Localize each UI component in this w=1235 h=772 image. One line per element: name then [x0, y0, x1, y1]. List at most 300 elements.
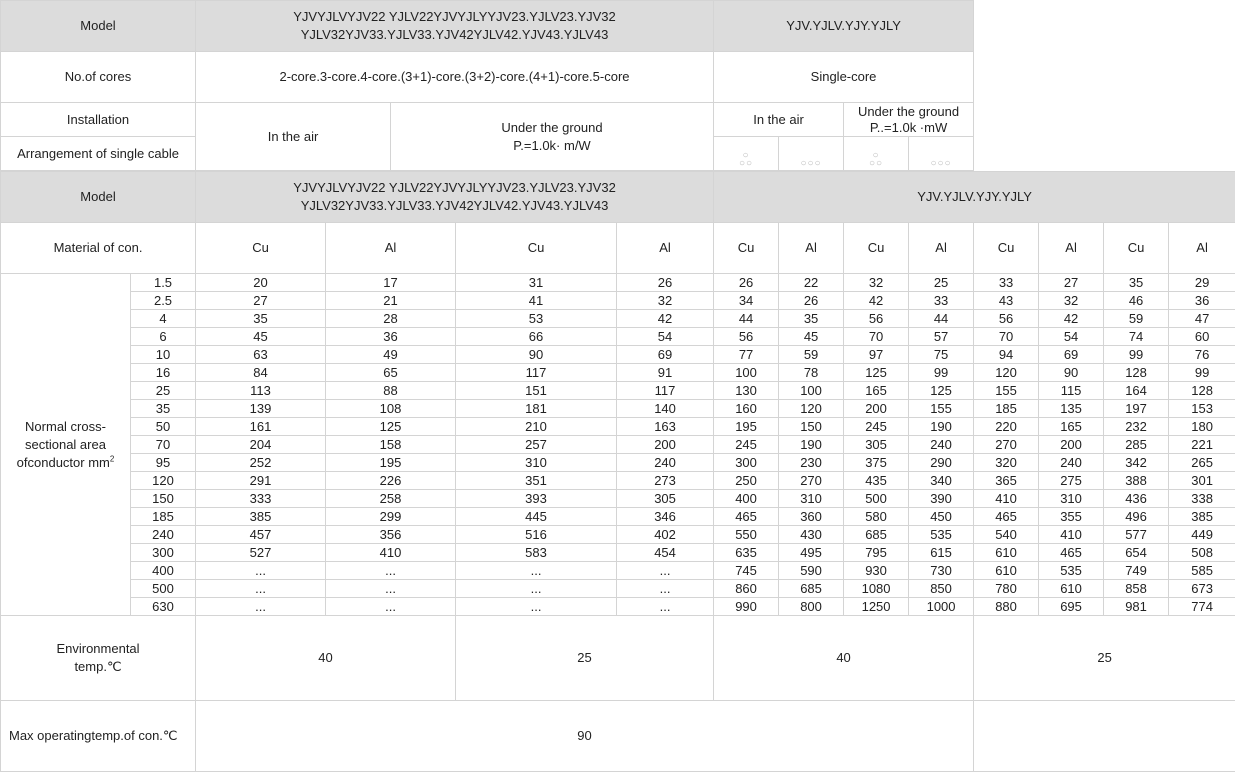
model-multi-line-2: YJLV32YJV33.YJLV33.YJV42YJLV42.YJV43.YJLV43 [196, 26, 713, 44]
current-value-cell: 310 [1039, 490, 1104, 508]
current-value-cell: 128 [1104, 364, 1169, 382]
current-value-cell: 99 [909, 364, 974, 382]
current-value-cell: 99 [1104, 346, 1169, 364]
cross-section-label-line-1: Normal cross- [1, 418, 130, 436]
current-value-cell: 527 [196, 544, 326, 562]
current-value-cell: 33 [974, 274, 1039, 292]
current-value-cell: 28 [326, 310, 456, 328]
max-temp-empty [974, 701, 1235, 772]
current-value-cell: 550 [714, 526, 779, 544]
current-value-cell: 70 [974, 328, 1039, 346]
cross-section-size: 240 [131, 526, 196, 544]
table-row [1, 490, 1235, 508]
current-value-cell: 454 [617, 544, 714, 562]
current-value-cell: 128 [1169, 382, 1235, 400]
current-value-cell: ... [456, 562, 617, 580]
table-row [1, 454, 1235, 472]
env-temp-value: 25 [974, 616, 1235, 701]
current-value-cell: 120 [974, 364, 1039, 382]
current-value-cell: 275 [1039, 472, 1104, 490]
current-value-cell: 163 [617, 418, 714, 436]
current-value-cell: ... [326, 562, 456, 580]
current-value-cell: 1080 [844, 580, 909, 598]
current-value-cell: 35 [196, 310, 326, 328]
current-value-cell: 245 [844, 418, 909, 436]
current-value-cell: 333 [196, 490, 326, 508]
current-value-cell: 850 [909, 580, 974, 598]
cross-section-size: 70 [131, 436, 196, 454]
current-value-cell: 195 [714, 418, 779, 436]
current-value-cell: 32 [1039, 292, 1104, 310]
current-value-cell: 496 [1104, 508, 1169, 526]
unit-superscript: 2 [110, 454, 114, 463]
current-value-cell: 42 [617, 310, 714, 328]
current-value-cell: 730 [909, 562, 974, 580]
current-value-cell: 465 [974, 508, 1039, 526]
current-value-cell: 749 [1104, 562, 1169, 580]
current-value-cell: 117 [617, 382, 714, 400]
current-value-cell: 252 [196, 454, 326, 472]
current-value-cell: 577 [1104, 526, 1169, 544]
current-value-cell: ... [196, 580, 326, 598]
cross-section-size: 4 [131, 310, 196, 328]
current-value-cell: 250 [714, 472, 779, 490]
current-value-cell: 221 [1169, 436, 1235, 454]
current-value-cell: 76 [1169, 346, 1235, 364]
model-label: Model [1, 1, 196, 52]
table-row [1, 382, 1235, 400]
current-value-cell: 35 [1104, 274, 1169, 292]
current-value-cell: 185 [974, 400, 1039, 418]
model-multi-line-1: YJVYJLVYJV22 YJLV22YJVYJLYYJV23.YJLV23.YJV32 [196, 179, 713, 197]
current-value-cell: 75 [909, 346, 974, 364]
current-value-cell: 590 [779, 562, 844, 580]
current-value-cell: 342 [1104, 454, 1169, 472]
current-value-cell: 340 [909, 472, 974, 490]
current-value-cell: 125 [844, 364, 909, 382]
cross-section-label-line-3 [1, 454, 130, 472]
current-value-cell: 26 [779, 292, 844, 310]
current-value-cell: 42 [844, 292, 909, 310]
cross-section-size: 1.5 [131, 274, 196, 292]
current-value-cell: 31 [456, 274, 617, 292]
current-value-cell: 610 [974, 562, 1039, 580]
table-row [1, 526, 1235, 544]
current-value-cell: 351 [456, 472, 617, 490]
current-value-cell: 355 [1039, 508, 1104, 526]
current-value-cell: 70 [844, 328, 909, 346]
table-row [1, 328, 1235, 346]
material-cell: Al [779, 223, 844, 274]
material-cell: Cu [974, 223, 1039, 274]
current-value-cell: 393 [456, 490, 617, 508]
current-value-cell: 580 [844, 508, 909, 526]
cross-section-size: 95 [131, 454, 196, 472]
current-value-cell: 153 [1169, 400, 1235, 418]
current-value-cell: ... [326, 580, 456, 598]
current-value-cell: 90 [456, 346, 617, 364]
current-value-cell: 44 [909, 310, 974, 328]
current-value-cell: 500 [844, 490, 909, 508]
current-value-cell: 27 [1039, 274, 1104, 292]
current-value-cell: 44 [714, 310, 779, 328]
current-value-cell: 388 [1104, 472, 1169, 490]
current-value-cell: 190 [909, 418, 974, 436]
current-value-cell: 495 [779, 544, 844, 562]
current-value-cell: 115 [1039, 382, 1104, 400]
current-value-cell: 155 [909, 400, 974, 418]
current-value-cell: 257 [456, 436, 617, 454]
current-value-cell: 338 [1169, 490, 1235, 508]
current-value-cell: 445 [456, 508, 617, 526]
material-cell: Al [1169, 223, 1235, 274]
current-value-cell: ... [456, 598, 617, 616]
current-value-cell: 130 [714, 382, 779, 400]
current-value-cell: 120 [779, 400, 844, 418]
model-multi-core [196, 1, 714, 52]
arrangement-label: Arrangement of single cable [1, 137, 196, 171]
material-cell: Cu [456, 223, 617, 274]
cross-section-size: 630 [131, 598, 196, 616]
current-value-cell: 774 [1169, 598, 1235, 616]
trefoil-arrangement-icon: ○ ○○ [844, 137, 909, 171]
current-value-cell: 41 [456, 292, 617, 310]
current-value-cell: 29 [1169, 274, 1235, 292]
current-value-cell: 583 [456, 544, 617, 562]
current-value-cell: 43 [974, 292, 1039, 310]
current-value-cell: ... [326, 598, 456, 616]
current-value-cell: 356 [326, 526, 456, 544]
current-value-cell: 1000 [909, 598, 974, 616]
install-under-ground [391, 103, 714, 171]
current-value-cell: 880 [974, 598, 1039, 616]
table-row [1, 436, 1235, 454]
cross-section-size: 50 [131, 418, 196, 436]
current-value-cell: 125 [909, 382, 974, 400]
current-value-cell: 585 [1169, 562, 1235, 580]
current-value-cell: 35 [779, 310, 844, 328]
cross-section-label-text: ofconductor mm [17, 455, 110, 470]
cross-section-size: 300 [131, 544, 196, 562]
cross-section-size: 500 [131, 580, 196, 598]
current-value-cell: 449 [1169, 526, 1235, 544]
under-ground-text: Under the ground [391, 119, 713, 137]
current-value-cell: 69 [1039, 346, 1104, 364]
current-value-cell: 32 [617, 292, 714, 310]
current-value-cell: 270 [779, 472, 844, 490]
current-value-cell: 685 [779, 580, 844, 598]
current-value-cell: 36 [1169, 292, 1235, 310]
current-value-cell: 190 [779, 436, 844, 454]
current-value-cell: 33 [909, 292, 974, 310]
table-row [1, 562, 1235, 580]
current-value-cell: 26 [714, 274, 779, 292]
current-value-cell: 197 [1104, 400, 1169, 418]
current-value-cell: 42 [1039, 310, 1104, 328]
current-value-cell: 300 [714, 454, 779, 472]
current-value-cell: 150 [779, 418, 844, 436]
single-in-air: In the air [714, 103, 844, 137]
current-value-cell: 65 [326, 364, 456, 382]
current-value-cell: 780 [974, 580, 1039, 598]
current-value-cell: 435 [844, 472, 909, 490]
current-value-cell: 53 [456, 310, 617, 328]
current-value-cell: 430 [779, 526, 844, 544]
table-row [1, 598, 1235, 616]
current-value-cell: 535 [1039, 562, 1104, 580]
current-value-cell: 232 [1104, 418, 1169, 436]
cross-section-size: 400 [131, 562, 196, 580]
current-value-cell: 56 [844, 310, 909, 328]
current-value-cell: 860 [714, 580, 779, 598]
current-value-cell: 21 [326, 292, 456, 310]
install-in-air: In the air [196, 103, 391, 171]
current-value-cell: 360 [779, 508, 844, 526]
current-value-cell: 930 [844, 562, 909, 580]
cross-section-size: 150 [131, 490, 196, 508]
current-value-cell: 155 [974, 382, 1039, 400]
current-value-cell: 273 [617, 472, 714, 490]
current-value-cell: 535 [909, 526, 974, 544]
current-value-cell: 240 [909, 436, 974, 454]
table-row [1, 580, 1235, 598]
current-value-cell: 290 [909, 454, 974, 472]
current-value-cell: 858 [1104, 580, 1169, 598]
header-table [0, 0, 974, 171]
current-value-cell: 400 [714, 490, 779, 508]
current-value-cell: 990 [714, 598, 779, 616]
table-row [1, 292, 1235, 310]
current-value-cell: 635 [714, 544, 779, 562]
cross-section-size: 16 [131, 364, 196, 382]
installation-label: Installation [1, 103, 196, 137]
table-row [1, 508, 1235, 526]
material-cell: Al [1039, 223, 1104, 274]
cores-label: No.of cores [1, 52, 196, 103]
current-value-cell: 63 [196, 346, 326, 364]
current-value-cell: 164 [1104, 382, 1169, 400]
current-value-cell: 200 [617, 436, 714, 454]
current-value-cell: ... [196, 598, 326, 616]
current-value-cell: 695 [1039, 598, 1104, 616]
current-value-cell: 258 [326, 490, 456, 508]
current-value-cell: 305 [844, 436, 909, 454]
cross-section-size: 25 [131, 382, 196, 400]
current-value-cell: 22 [779, 274, 844, 292]
model-multi-line-1: YJVYJLVYJV22 YJLV22YJVYJLYYJV23.YJLV23.YJV32 [196, 8, 713, 26]
cores-multi: 2-core.3-core.4-core.(3+1)-core.(3+2)-core.(4+1)-core.5-core [196, 52, 714, 103]
current-value-cell: 25 [909, 274, 974, 292]
current-value-cell: 346 [617, 508, 714, 526]
current-value-cell: 91 [617, 364, 714, 382]
current-value-cell: 465 [1039, 544, 1104, 562]
current-value-cell: ... [617, 562, 714, 580]
current-value-cell: 97 [844, 346, 909, 364]
current-value-cell: 310 [456, 454, 617, 472]
current-value-cell: 1250 [844, 598, 909, 616]
trefoil-arrangement-icon: ○ ○○ [714, 137, 779, 171]
current-value-cell: 402 [617, 526, 714, 544]
table-row [1, 310, 1235, 328]
current-value-cell: 54 [1039, 328, 1104, 346]
table-row [1, 274, 1235, 292]
table-row [1, 364, 1235, 382]
current-value-cell: 981 [1104, 598, 1169, 616]
current-value-cell: 410 [974, 490, 1039, 508]
current-value-cell: 200 [844, 400, 909, 418]
current-value-cell: 180 [1169, 418, 1235, 436]
max-temp-value: 90 [196, 701, 974, 772]
current-value-cell: 390 [909, 490, 974, 508]
current-value-cell: 210 [456, 418, 617, 436]
current-value-cell: 385 [1169, 508, 1235, 526]
current-value-cell: 20 [196, 274, 326, 292]
current-value-cell: 161 [196, 418, 326, 436]
current-value-cell: 59 [1104, 310, 1169, 328]
material-cell: Al [909, 223, 974, 274]
current-value-cell: 465 [714, 508, 779, 526]
current-value-cell: 610 [1039, 580, 1104, 598]
current-value-cell: 45 [196, 328, 326, 346]
current-value-cell: 46 [1104, 292, 1169, 310]
current-value-cell: 100 [779, 382, 844, 400]
current-value-cell: 90 [1039, 364, 1104, 382]
material-cell: Cu [714, 223, 779, 274]
current-value-cell: 94 [974, 346, 1039, 364]
current-value-cell: 457 [196, 526, 326, 544]
current-value-cell: ... [196, 562, 326, 580]
current-value-cell: 181 [456, 400, 617, 418]
current-value-cell: 673 [1169, 580, 1235, 598]
current-value-cell: 88 [326, 382, 456, 400]
current-value-cell: 230 [779, 454, 844, 472]
current-value-cell: 56 [974, 310, 1039, 328]
current-value-cell: 299 [326, 508, 456, 526]
env-temp-label-line-1: Environmental [1, 640, 195, 658]
current-value-cell: 240 [617, 454, 714, 472]
env-temp-value: 25 [456, 616, 714, 701]
current-value-cell: 745 [714, 562, 779, 580]
current-value-cell: 615 [909, 544, 974, 562]
model-label: Model [1, 172, 196, 223]
current-value-cell: 84 [196, 364, 326, 382]
cross-section-label [1, 274, 131, 616]
current-value-cell: 113 [196, 382, 326, 400]
current-value-cell: 685 [844, 526, 909, 544]
env-temp-label [1, 616, 196, 701]
material-cell: Al [326, 223, 456, 274]
current-value-cell: 140 [617, 400, 714, 418]
cross-section-size: 2.5 [131, 292, 196, 310]
max-temp-label: Max operatingtemp.of con.℃ [1, 701, 196, 772]
table-row [1, 400, 1235, 418]
current-value-cell: 47 [1169, 310, 1235, 328]
current-value-cell: ... [456, 580, 617, 598]
current-value-cell: 270 [974, 436, 1039, 454]
current-value-cell: 800 [779, 598, 844, 616]
current-value-cell: 151 [456, 382, 617, 400]
model-multi-line-2: YJLV32YJV33.YJLV33.YJV42YJLV42.YJV43.YJLV43 [196, 197, 713, 215]
current-value-cell: 320 [974, 454, 1039, 472]
table-row [1, 472, 1235, 490]
values-body [1, 274, 1235, 616]
ampacity-table [0, 171, 1235, 772]
current-value-cell: 108 [326, 400, 456, 418]
model-single-core: YJV.YJLV.YJY.YJLY [714, 172, 1235, 223]
table-row [1, 544, 1235, 562]
current-value-cell: 240 [1039, 454, 1104, 472]
current-value-cell: 375 [844, 454, 909, 472]
model-single-core: YJV.YJLV.YJY.YJLY [714, 1, 974, 52]
current-value-cell: 26 [617, 274, 714, 292]
cores-single: Single-core [714, 52, 974, 103]
current-value-cell: 305 [617, 490, 714, 508]
single-under-ground [844, 103, 974, 137]
current-value-cell: 69 [617, 346, 714, 364]
single-resistivity-text: P..=1.0k ·mW [844, 120, 973, 136]
current-value-cell: 165 [1039, 418, 1104, 436]
current-value-cell: 291 [196, 472, 326, 490]
current-value-cell: 301 [1169, 472, 1235, 490]
current-value-cell: 160 [714, 400, 779, 418]
current-value-cell: 165 [844, 382, 909, 400]
table-row [1, 418, 1235, 436]
current-value-cell: 49 [326, 346, 456, 364]
current-value-cell: 285 [1104, 436, 1169, 454]
cross-section-size: 10 [131, 346, 196, 364]
current-value-cell: 27 [196, 292, 326, 310]
cross-section-size: 6 [131, 328, 196, 346]
table-row [1, 346, 1235, 364]
current-value-cell: 795 [844, 544, 909, 562]
current-value-cell: 100 [714, 364, 779, 382]
current-value-cell: 200 [1039, 436, 1104, 454]
current-value-cell: 516 [456, 526, 617, 544]
env-temp-value: 40 [714, 616, 974, 701]
current-value-cell: 226 [326, 472, 456, 490]
cross-section-size: 120 [131, 472, 196, 490]
current-value-cell: ... [617, 598, 714, 616]
material-label: Material of con. [1, 223, 196, 274]
flat-arrangement-icon: ○○○ [779, 137, 844, 171]
current-value-cell: 204 [196, 436, 326, 454]
current-value-cell: 99 [1169, 364, 1235, 382]
cross-section-size: 35 [131, 400, 196, 418]
current-value-cell: 57 [909, 328, 974, 346]
current-value-cell: 125 [326, 418, 456, 436]
current-value-cell: 45 [779, 328, 844, 346]
material-cell: Cu [196, 223, 326, 274]
current-value-cell: 36 [326, 328, 456, 346]
cross-section-size: 185 [131, 508, 196, 526]
current-value-cell: 158 [326, 436, 456, 454]
single-under-ground-text: Under the ground [844, 104, 973, 120]
current-value-cell: 245 [714, 436, 779, 454]
current-value-cell: 220 [974, 418, 1039, 436]
current-value-cell: 77 [714, 346, 779, 364]
current-value-cell: 60 [1169, 328, 1235, 346]
current-value-cell: 365 [974, 472, 1039, 490]
current-value-cell: 450 [909, 508, 974, 526]
current-value-cell: 135 [1039, 400, 1104, 418]
current-value-cell: 56 [714, 328, 779, 346]
env-temp-value: 40 [196, 616, 456, 701]
current-value-cell: 78 [779, 364, 844, 382]
current-value-cell: 410 [1039, 526, 1104, 544]
current-value-cell: 436 [1104, 490, 1169, 508]
current-value-cell: 410 [326, 544, 456, 562]
material-cell: Cu [844, 223, 909, 274]
